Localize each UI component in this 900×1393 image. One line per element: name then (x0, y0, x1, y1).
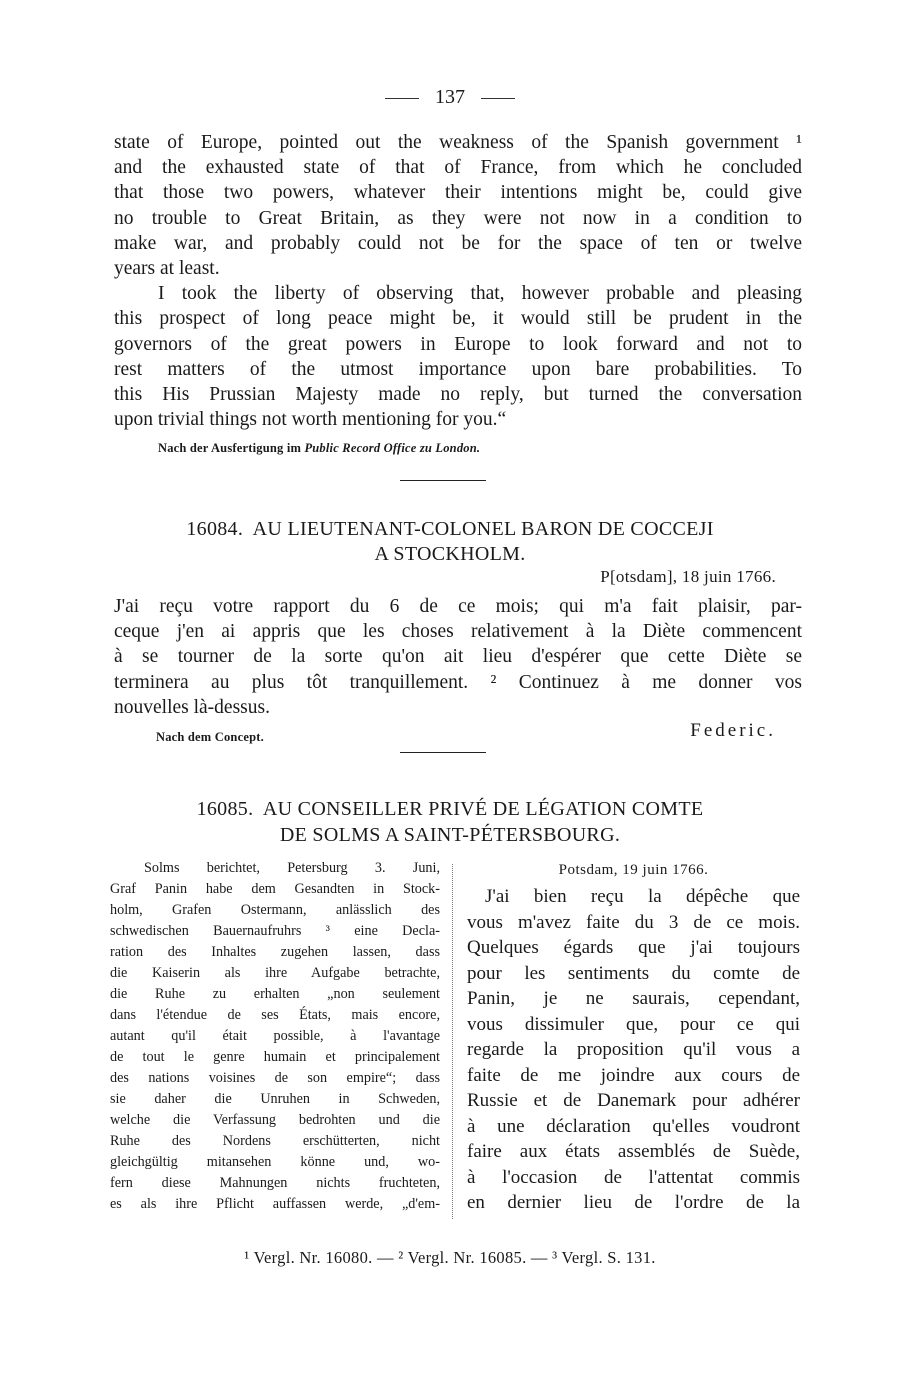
summary-line: de tout le genre humain et principalement (110, 1049, 440, 1065)
summary-line: ration des Inhaltes zugehen lassen, dass (110, 944, 440, 960)
text-line: nouvelles là-dessus. (114, 696, 270, 718)
text-line: vous m'avez faite du 3 de ce mois. (467, 911, 800, 933)
summary-line: Solms berichtet, Petersburg 3. Juni, (144, 860, 440, 876)
summary-line: dans l'étendue de ses États, mais encore, (110, 1007, 440, 1023)
dateline: Potsdam, 19 juin 1766. (558, 862, 709, 878)
text-line: à se tourner de la sorte qu'on ait lieu d'espérer que cette Diète se (114, 646, 802, 668)
signature: Federic. (690, 720, 776, 741)
letter-16084-body (114, 594, 802, 720)
text-line: terminera au plus tôt tranquillement. ² Continuez à me donner vos (114, 671, 802, 693)
dateline: P[otsdam], 18 juin 1766. (600, 567, 776, 586)
text-line: Russie et de Danemark pour adhérer (467, 1090, 800, 1111)
summary-column (110, 858, 440, 1215)
text-line: J'ai reçu votre rapport du 6 de ce mois; qui m'a fait plaisir, par- (114, 596, 802, 617)
text-line: upon trivial things not worth mentioning for you.“ (114, 409, 507, 431)
summary-line: Ruhe des Nordens erschütterten, nicht (110, 1133, 440, 1149)
text-line: faire aux états assemblés de Suède, (467, 1141, 800, 1162)
text-line: vous dissimuler que, pour ce qui (467, 1013, 800, 1035)
summary-line: holm, Grafen Ostermann, anlässlich des (110, 902, 440, 918)
page-header (0, 86, 900, 109)
text-line: faite de me joindre aux cours de (467, 1064, 800, 1086)
text-line: years at least. (114, 257, 220, 279)
text-line: en dernier lieu de l'ordre de la (467, 1192, 800, 1213)
text-line: that those two powers, whatever their intentions might be, could give (114, 182, 802, 204)
source-note: Nach der Ausfertigung im Public Record Office zu London. (158, 441, 481, 455)
text-line: no trouble to Great Britain, as they were not now in a condition to (114, 207, 802, 229)
heading-line: AU CONSEILLER PRIVÉ DE LÉGATION COMTE (262, 798, 704, 820)
text-line: and the exhausted state of that of France, from which he concluded (114, 157, 802, 179)
summary-line: autant qu'il était possible, à l'avantage (110, 1028, 440, 1044)
heading-line: AU LIEUTENANT-COLONEL BARON DE COCCEJI (252, 518, 714, 540)
summary-line: die Kaiserin als ihre Aufgabe betrachte, (110, 965, 440, 981)
header-dash-right (481, 98, 515, 99)
text-line: I took the liberty of observing that, however probable and pleasing (158, 283, 802, 305)
letter-16085-body (467, 856, 800, 1216)
text-line: Panin, je ne saurais, cependant, (467, 988, 800, 1009)
text-line: state of Europe, pointed out the weakness of the Spanish government ¹ (114, 132, 802, 153)
summary-line: die Ruhe zu erhalten „non seulement (110, 986, 440, 1002)
text-line: Quelques égards que j'ai toujours (467, 937, 800, 958)
text-line: rest matters of the utmost importance upon bare probabilities. To (114, 358, 802, 380)
summary-line: Graf Panin habe dem Gesandten in Stock- (110, 881, 440, 897)
letter-16083-body (114, 130, 802, 432)
summary-line: es als ihre Pflicht auffassen werde, „d'em- (110, 1196, 440, 1212)
text-line: pour les sentiments du comte de (467, 962, 800, 984)
text-line: this His Prussian Majesty made no reply, but turned the conversation (114, 383, 802, 405)
heading-line: A STOCKHOLM. (374, 543, 526, 565)
page-number: 137 (435, 86, 465, 108)
letter-number: 16084. (186, 518, 244, 540)
letter-heading (0, 798, 900, 821)
summary-line: gleichgültig mitansehen könne und, wo- (110, 1154, 440, 1170)
header-dash-left (385, 98, 419, 99)
summary-line: fern diese Mahnungen nichts fruchteten, (110, 1175, 440, 1191)
summary-line: des nations voisines de son empire“; dass (110, 1070, 440, 1086)
text-line: governors of the great powers in Europe to look forward and not to (114, 333, 802, 355)
text-line: regarde la proposition qu'il vous a (467, 1039, 800, 1060)
text-line: this prospect of long peace might be, it would still be prudent in the (114, 308, 802, 330)
heading-line: DE SOLMS A SAINT-PÉTERSBOURG. (279, 824, 621, 846)
text-line: à l'occasion de l'attentat commis (467, 1166, 800, 1188)
summary-line: sie daher die Unruhen in Schweden, (110, 1091, 440, 1107)
source-note: Nach dem Concept. (156, 730, 264, 744)
section-divider (400, 480, 486, 481)
text-line: J'ai bien reçu la dépêche que (485, 886, 800, 907)
letter-number: 16085. (196, 798, 254, 820)
text-line: make war, and probably could not be for the space of ten or twelve (114, 232, 802, 254)
letter-heading (0, 518, 900, 541)
footnotes: ¹ Vergl. Nr. 16080. — ² Vergl. Nr. 16085. — ³ Vergl. S. 131. (244, 1248, 656, 1267)
column-separator (452, 864, 453, 1219)
text-line: ceque j'en ai appris que les choses relativement à la Diète commencent (114, 621, 802, 643)
summary-line: schwedischen Bauernaufruhrs ³ eine Decla- (110, 923, 440, 939)
text-line: à une déclaration qu'elles voudront (467, 1115, 800, 1137)
summary-line: welche die Verfassung bedrohten und die (110, 1112, 440, 1128)
section-divider (400, 752, 486, 753)
